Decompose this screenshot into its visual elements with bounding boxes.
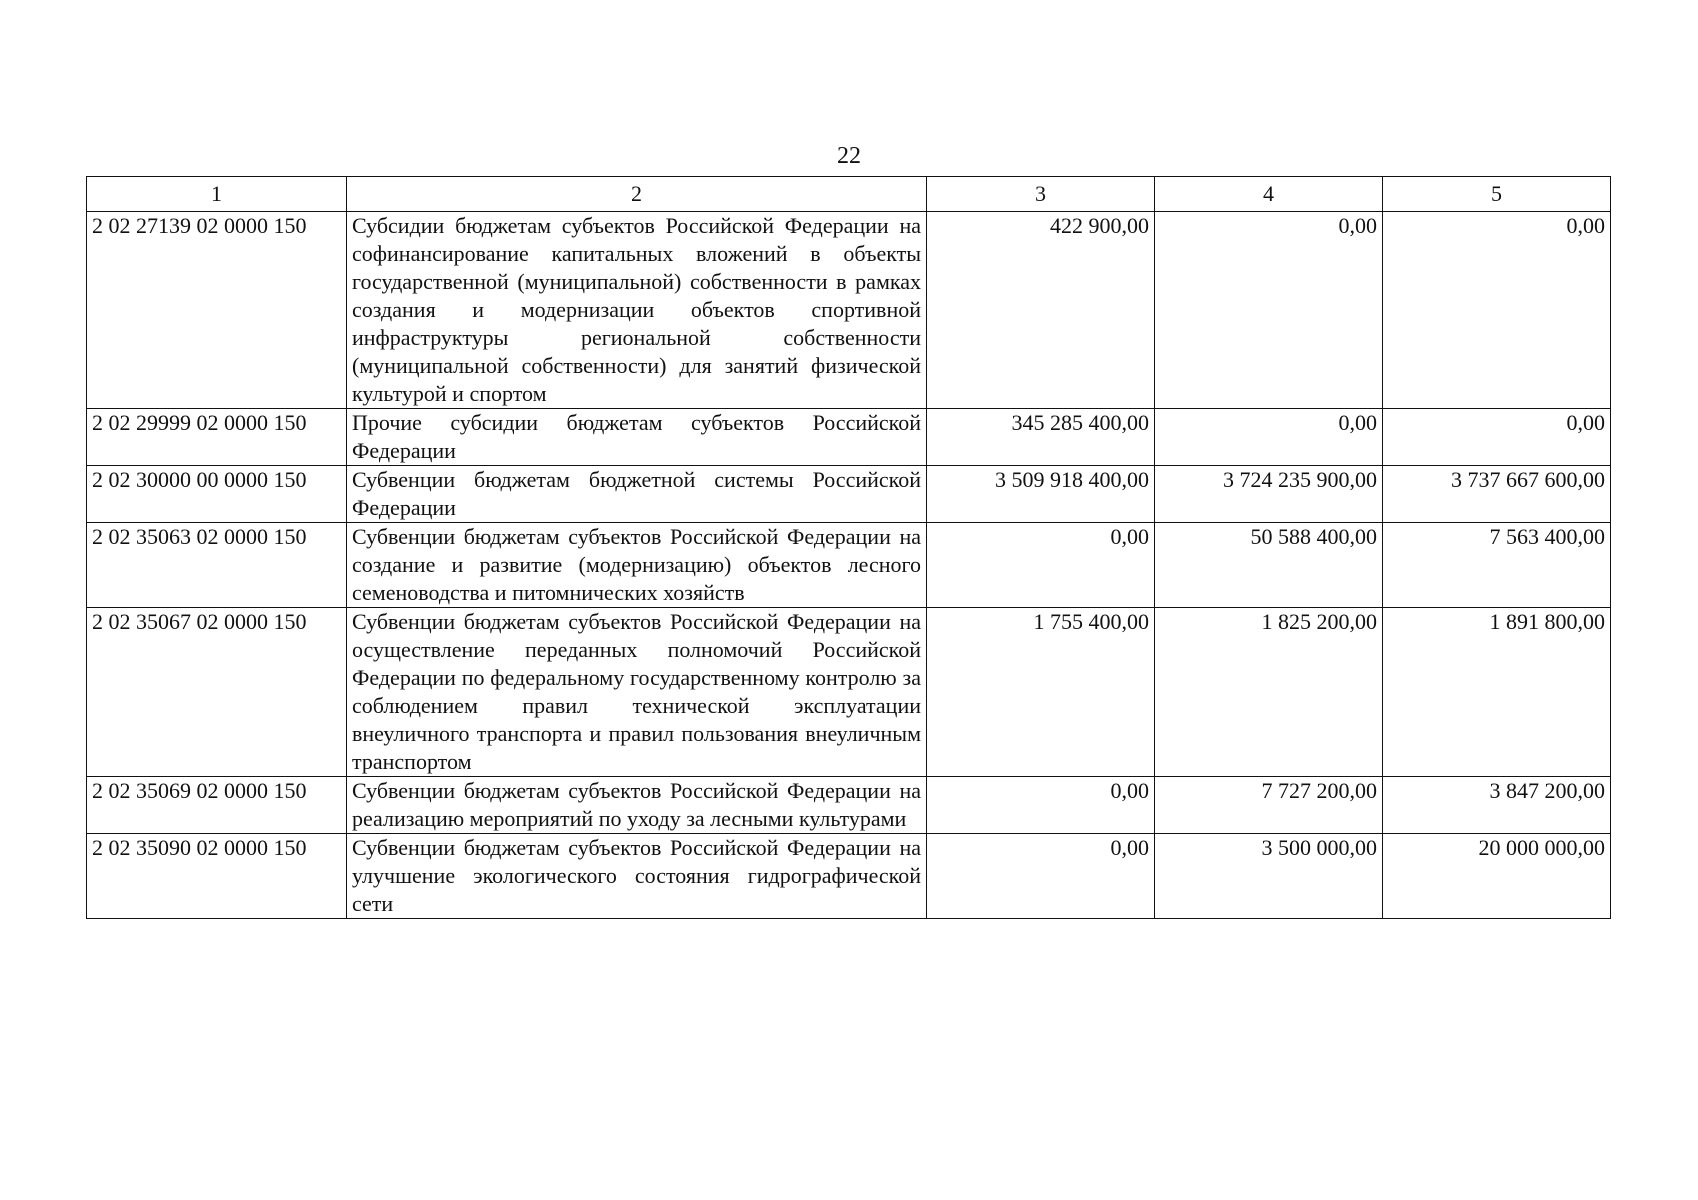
amount-col4: 0,00 [1155, 409, 1383, 466]
amount-col5: 3 847 200,00 [1383, 777, 1611, 834]
item-description: Субвенции бюджетам бюджетной системы Российской Федерации [347, 466, 927, 523]
amount-col4: 7 727 200,00 [1155, 777, 1383, 834]
amount-col3: 3 509 918 400,00 [927, 466, 1155, 523]
table-row [87, 834, 1611, 919]
budget-code: 2 02 35067 02 0000 150 [87, 608, 347, 777]
table-row [87, 777, 1611, 834]
amount-col4: 50 588 400,00 [1155, 523, 1383, 608]
budget-code: 2 02 35069 02 0000 150 [87, 777, 347, 834]
amount-col4: 3 724 235 900,00 [1155, 466, 1383, 523]
amount-col3: 0,00 [927, 834, 1155, 919]
item-description: Прочие субсидии бюджетам субъектов Российской Федерации [347, 409, 927, 466]
item-description: Субвенции бюджетам субъектов Российской Федерации на реализацию мероприятий по уходу за лесными культурами [347, 777, 927, 834]
amount-col5: 20 000 000,00 [1383, 834, 1611, 919]
column-header-2: 2 [347, 177, 927, 212]
amount-col3: 345 285 400,00 [927, 409, 1155, 466]
budget-code: 2 02 27139 02 0000 150 [87, 212, 347, 409]
amount-col5: 3 737 667 600,00 [1383, 466, 1611, 523]
amount-col3: 422 900,00 [927, 212, 1155, 409]
amount-col4: 3 500 000,00 [1155, 834, 1383, 919]
page-number: 22 [837, 143, 861, 169]
item-description: Субвенции бюджетам субъектов Российской Федерации на улучшение экологического состояния гидрографической сети [347, 834, 927, 919]
amount-col5: 0,00 [1383, 409, 1611, 466]
budget-code: 2 02 29999 02 0000 150 [87, 409, 347, 466]
amount-col5: 1 891 800,00 [1383, 608, 1611, 777]
amount-col5: 0,00 [1383, 212, 1611, 409]
budget-table [86, 176, 1611, 919]
column-header-1: 1 [87, 177, 347, 212]
table-row [87, 466, 1611, 523]
amount-col5: 7 563 400,00 [1383, 523, 1611, 608]
item-description: Субсидии бюджетам субъектов Российской Федерации на софинансирование капитальных вложений в объекты государственной (муниципальной) собственности в рамках создания и модернизации объектов спортивной инфраструктуры региональной собственности (муниципальной собственности) для занятий физической культурой и спортом [347, 212, 927, 409]
table-row [87, 608, 1611, 777]
amount-col4: 1 825 200,00 [1155, 608, 1383, 777]
budget-code: 2 02 35063 02 0000 150 [87, 523, 347, 608]
column-header-4: 4 [1155, 177, 1383, 212]
amount-col3: 0,00 [927, 777, 1155, 834]
amount-col3: 1 755 400,00 [927, 608, 1155, 777]
table-row [87, 409, 1611, 466]
table-row [87, 523, 1611, 608]
header-row [87, 177, 1611, 212]
column-header-3: 3 [927, 177, 1155, 212]
amount-col3: 0,00 [927, 523, 1155, 608]
column-header-5: 5 [1383, 177, 1611, 212]
amount-col4: 0,00 [1155, 212, 1383, 409]
table-row [87, 212, 1611, 409]
budget-code: 2 02 35090 02 0000 150 [87, 834, 347, 919]
item-description: Субвенции бюджетам субъектов Российской Федерации на осуществление переданных полномочий Российской Федерации по федеральному государственному контролю за соблюдением правил технической эксплуатации внеуличного транспорта и правил пользования внеуличным транспортом [347, 608, 927, 777]
budget-code: 2 02 30000 00 0000 150 [87, 466, 347, 523]
item-description: Субвенции бюджетам субъектов Российской Федерации на создание и развитие (модернизацию) объектов лесного семеноводства и питомнических хозяйств [347, 523, 927, 608]
